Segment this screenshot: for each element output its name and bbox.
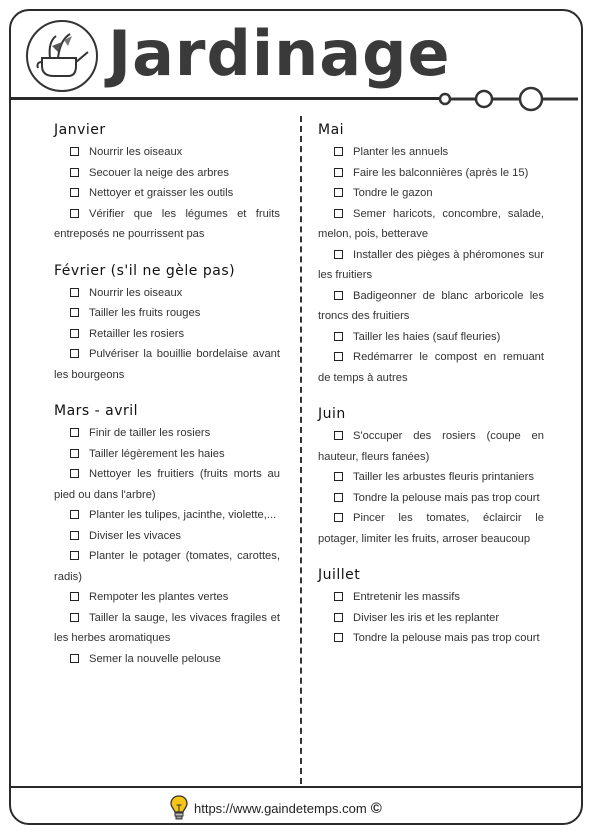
checkbox-icon[interactable] <box>70 288 79 297</box>
checkbox-icon[interactable] <box>334 513 343 522</box>
checklist-item[interactable]: Tailler la sauge, les vivaces fragiles et les herbes aromatiques <box>54 611 280 644</box>
checklist-item[interactable]: Redémarrer le compost en remuant de temps à autres <box>318 351 544 384</box>
month-heading: Février (s'il ne gèle pas) <box>54 262 236 279</box>
checklist-item[interactable]: Nettoyer et graisser les outils <box>70 183 280 204</box>
footer <box>170 794 382 822</box>
checkbox-icon[interactable] <box>70 329 79 338</box>
checkbox-icon[interactable] <box>70 551 79 560</box>
copyright-symbol: © <box>370 799 382 817</box>
checkbox-icon[interactable] <box>334 291 343 300</box>
checklist-item[interactable]: Faire les balconnières (après le 15) <box>318 163 544 184</box>
checkbox-icon[interactable] <box>334 633 343 642</box>
checkbox-icon[interactable] <box>70 308 79 317</box>
checkbox-icon[interactable] <box>70 654 79 663</box>
month-heading: Janvier <box>54 122 106 138</box>
checklist-item[interactable]: Retailler les rosiers <box>70 324 280 345</box>
checkbox-icon[interactable] <box>70 209 79 218</box>
checkbox-icon[interactable] <box>334 613 343 622</box>
checkbox-icon[interactable] <box>70 469 79 478</box>
left-column <box>54 118 280 687</box>
column-divider <box>300 116 302 784</box>
checkbox-icon[interactable] <box>334 431 343 440</box>
right-column <box>318 118 544 667</box>
checklist-item[interactable]: Tondre la pelouse mais pas trop court <box>318 488 544 509</box>
checklist-item[interactable]: Entretenir les massifs <box>318 587 544 608</box>
checklist-item[interactable]: Diviser les vivaces <box>70 526 280 547</box>
checklist-item[interactable]: Installer des pièges à phéromones sur les fruitiers <box>318 248 544 281</box>
footer-divider <box>9 786 583 788</box>
checkbox-icon[interactable] <box>334 188 343 197</box>
month-heading: Mai <box>318 122 345 138</box>
month-heading: Juillet <box>318 567 361 583</box>
checkbox-icon[interactable] <box>70 510 79 519</box>
watering-can-icon <box>26 20 98 92</box>
header-circles <box>438 84 578 114</box>
checkbox-icon[interactable] <box>334 332 343 341</box>
section-juin <box>318 406 544 549</box>
checkbox-icon[interactable] <box>334 592 343 601</box>
checkbox-icon[interactable] <box>334 147 343 156</box>
checkbox-icon[interactable] <box>334 493 343 502</box>
checkbox-icon[interactable] <box>70 168 79 177</box>
checklist-item[interactable]: Tailler les arbustes fleuris printaniers <box>318 467 544 488</box>
checkbox-icon[interactable] <box>70 531 79 540</box>
checklist-item[interactable]: Tailler les haies (sauf fleuries) <box>318 327 544 348</box>
checklist-item[interactable]: Planter les annuels <box>318 142 544 163</box>
section-juillet <box>318 567 544 649</box>
checklist-item[interactable]: Nettoyer les fruitiers (fruits morts au pied ou dans l'arbre) <box>54 468 280 501</box>
section-janvier <box>54 122 280 245</box>
checklist-item[interactable]: Planter les tulipes, jacinthe, violette,... <box>54 505 280 526</box>
header-divider <box>9 97 441 100</box>
checklist-item[interactable]: Finir de tailler les rosiers <box>70 423 280 444</box>
checklist-item[interactable]: Vérifier que les légumes et fruits entreposés ne pourrissent pas <box>54 207 280 240</box>
checklist-item[interactable]: S'occuper des rosiers (coupe en hauteur, fleurs fanées) <box>318 430 544 463</box>
checklist-item[interactable]: Semer haricots, concombre, salade, melon, pois, betterave <box>318 207 544 240</box>
checklist-item[interactable]: Rempoter les plantes vertes <box>70 587 280 608</box>
checklist-item[interactable]: Pincer les tomates, éclaircir le potager, limiter les fruits, arroser beaucoup <box>318 512 544 545</box>
section-mai <box>318 122 544 388</box>
lightbulb-icon <box>170 795 188 821</box>
checkbox-icon[interactable] <box>334 250 343 259</box>
checklist-item[interactable]: Tailler les fruits rouges <box>70 303 280 324</box>
checkbox-icon[interactable] <box>70 449 79 458</box>
checklist-item[interactable]: Pulvériser la bouillie bordelaise avant les bourgeons <box>54 348 280 381</box>
section-mars-avril <box>54 403 280 669</box>
checkbox-icon[interactable] <box>70 188 79 197</box>
checklist-item[interactable]: Semer la nouvelle pelouse <box>70 649 280 670</box>
checklist-item[interactable]: Tondre la pelouse mais pas trop court <box>318 628 544 649</box>
month-heading: Juin <box>318 406 346 422</box>
month-heading: Mars - avril <box>54 403 139 419</box>
checklist-item[interactable]: Diviser les iris et les replanter <box>318 608 544 629</box>
checklist-item[interactable]: Nourrir les oiseaux <box>70 142 280 163</box>
checklist-item[interactable]: Planter le potager (tomates, carottes, radis) <box>54 550 280 583</box>
checkbox-icon[interactable] <box>334 472 343 481</box>
checklist-item[interactable]: Secouer la neige des arbres <box>70 163 280 184</box>
checkbox-icon[interactable] <box>70 349 79 358</box>
footer-url[interactable]: https://www.gaindetemps.com <box>194 800 367 816</box>
checklist-item[interactable]: Badigeonner de blanc arboricole les troncs des fruitiers <box>318 289 544 322</box>
checkbox-icon[interactable] <box>70 592 79 601</box>
checkbox-icon[interactable] <box>334 209 343 218</box>
section-fevrier <box>54 263 280 386</box>
checkbox-icon[interactable] <box>334 352 343 361</box>
checkbox-icon[interactable] <box>334 168 343 177</box>
checkbox-icon[interactable] <box>70 613 79 622</box>
page-title: Jardinage <box>108 17 451 90</box>
checklist-item[interactable]: Nourrir les oiseaux <box>70 283 280 304</box>
checkbox-icon[interactable] <box>70 428 79 437</box>
checklist-item[interactable]: Tailler légèrement les haies <box>70 444 280 465</box>
checkbox-icon[interactable] <box>70 147 79 156</box>
checklist-item[interactable]: Tondre le gazon <box>318 183 544 204</box>
